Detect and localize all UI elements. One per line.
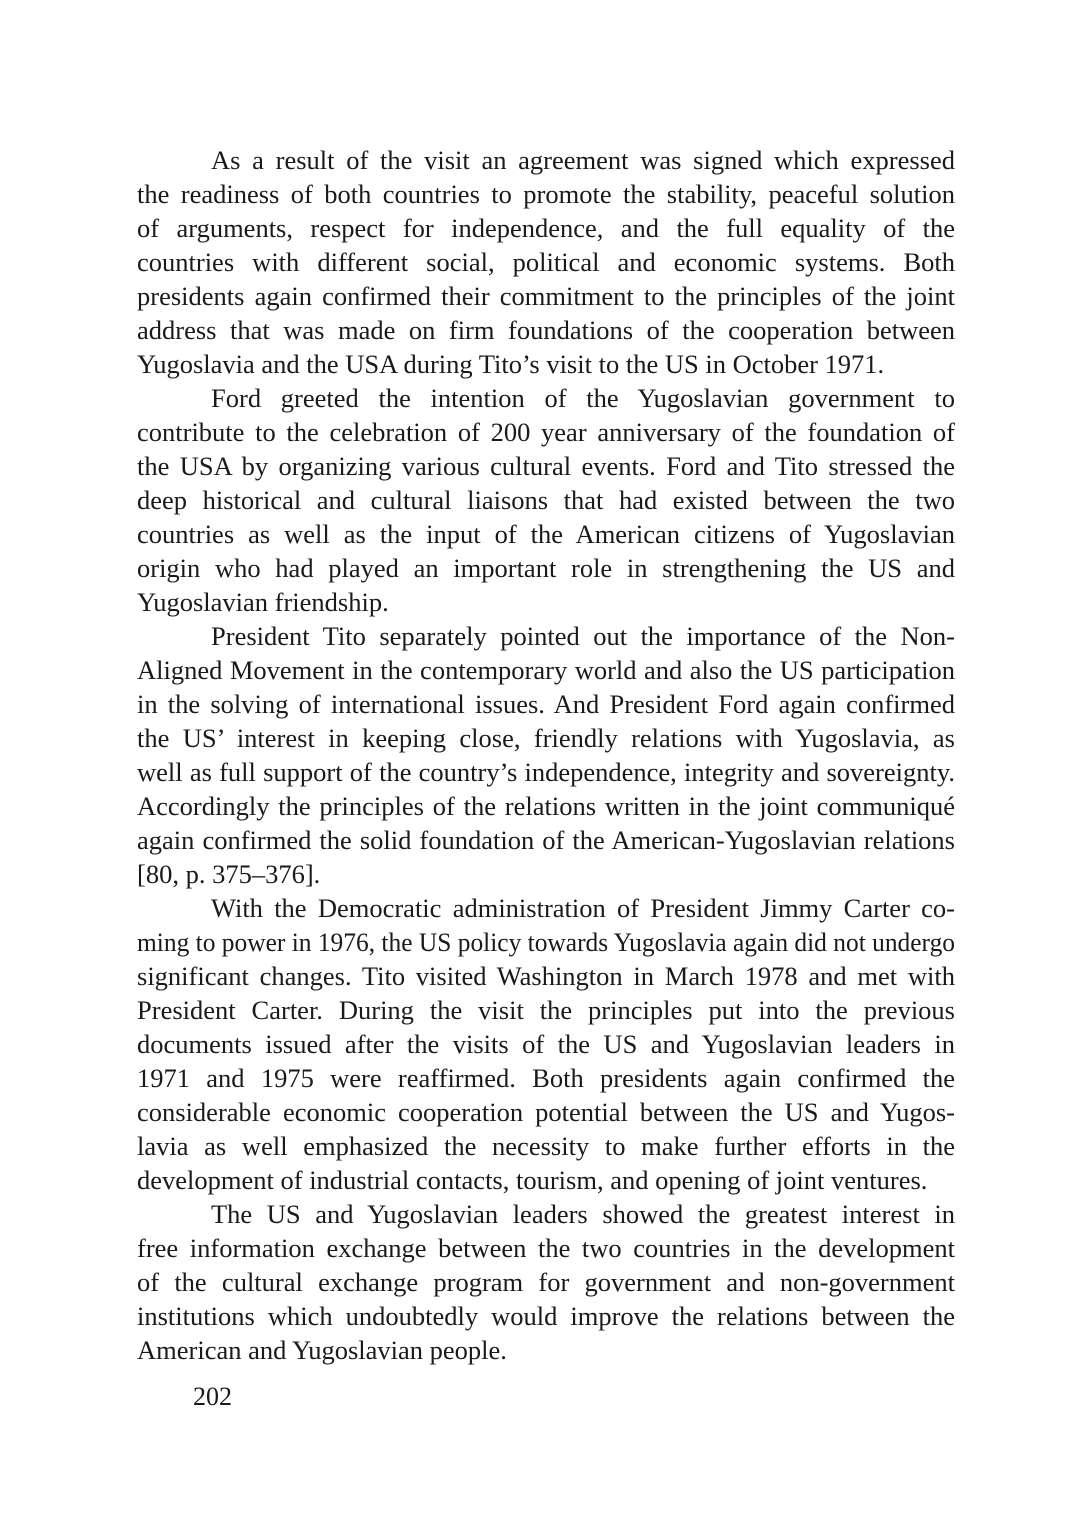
- paragraph: [137, 143, 955, 381]
- text-line: the US’ interest in keeping close, friendly relations with Yugoslavia, as: [137, 723, 955, 753]
- text-line: With the Democratic administration of President Jimmy Carter co-: [211, 893, 955, 923]
- text-line: of the cultural exchange program for government and non-government: [137, 1267, 955, 1297]
- text-line: countries with different social, political and economic systems. Both: [137, 247, 955, 277]
- text-line: Yugoslavia and the USA during Tito’s visit to the US in October 1971.: [137, 349, 885, 379]
- text-line: in the solving of international issues. And President Ford again confirmed: [137, 689, 955, 719]
- paragraph: [137, 381, 955, 619]
- text-line: countries as well as the input of the American citizens of Yugoslavian: [137, 519, 955, 549]
- page-number: 202: [193, 1382, 232, 1411]
- paragraph: [137, 619, 955, 891]
- text-line: President Carter. During the visit the principles put into the previous: [137, 995, 955, 1025]
- text-line: of arguments, respect for independence, and the full equality of the: [137, 213, 955, 243]
- text-line: Ford greeted the intention of the Yugoslavian government to: [211, 383, 955, 413]
- text-line: Aligned Movement in the contemporary world and also the US participation: [137, 655, 955, 685]
- paragraph: [137, 1197, 955, 1367]
- text-line: American and Yugoslavian people.: [137, 1335, 507, 1365]
- text-line: origin who had played an important role in strengthening the US and: [137, 553, 955, 583]
- body-text: [137, 143, 955, 1367]
- text-line: free information exchange between the two countries in the development: [137, 1233, 955, 1263]
- text-line: development of industrial contacts, tourism, and opening of joint ventures.: [137, 1165, 928, 1195]
- text-line: President Tito separately pointed out the importance of the Non-: [211, 621, 955, 651]
- text-line: deep historical and cultural liaisons that had existed between the two: [137, 485, 955, 515]
- text-line: ming to power in 1976, the US policy towards Yugoslavia again did not undergo: [137, 927, 955, 957]
- text-line: documents issued after the visits of the US and Yugoslavian leaders in: [137, 1029, 955, 1059]
- text-line: well as full support of the country’s independence, integrity and sovereignty.: [137, 757, 955, 787]
- text-line: again confirmed the solid foundation of the American-Yugoslavian relations: [137, 825, 955, 855]
- text-line: institutions which undoubtedly would improve the relations between the: [137, 1301, 955, 1331]
- text-line: the USA by organizing various cultural events. Ford and Tito stressed the: [137, 451, 955, 481]
- text-line: As a result of the visit an agreement was signed which expressed: [211, 145, 955, 175]
- text-line: Yugoslavian friendship.: [137, 587, 389, 617]
- text-line: address that was made on firm foundations of the cooperation between: [137, 315, 955, 345]
- text-line: the readiness of both countries to promote the stability, peaceful solution: [137, 179, 955, 209]
- text-line: The US and Yugoslavian leaders showed the greatest interest in: [211, 1199, 955, 1229]
- text-line: Accordingly the principles of the relations written in the joint communiqué: [137, 791, 955, 821]
- text-line: significant changes. Tito visited Washington in March 1978 and met with: [137, 961, 955, 991]
- text-line: contribute to the celebration of 200 year anniversary of the foundation of: [137, 417, 955, 447]
- text-line: presidents again confirmed their commitment to the principles of the joint: [137, 281, 955, 311]
- paragraph: [137, 891, 955, 1197]
- text-line: lavia as well emphasized the necessity to make further efforts in the: [137, 1131, 955, 1161]
- text-line: [80, p. 375–376].: [137, 859, 321, 889]
- text-line: considerable economic cooperation potential between the US and Yugos-: [137, 1097, 955, 1127]
- text-line: 1971 and 1975 were reaffirmed. Both presidents again confirmed the: [137, 1063, 955, 1093]
